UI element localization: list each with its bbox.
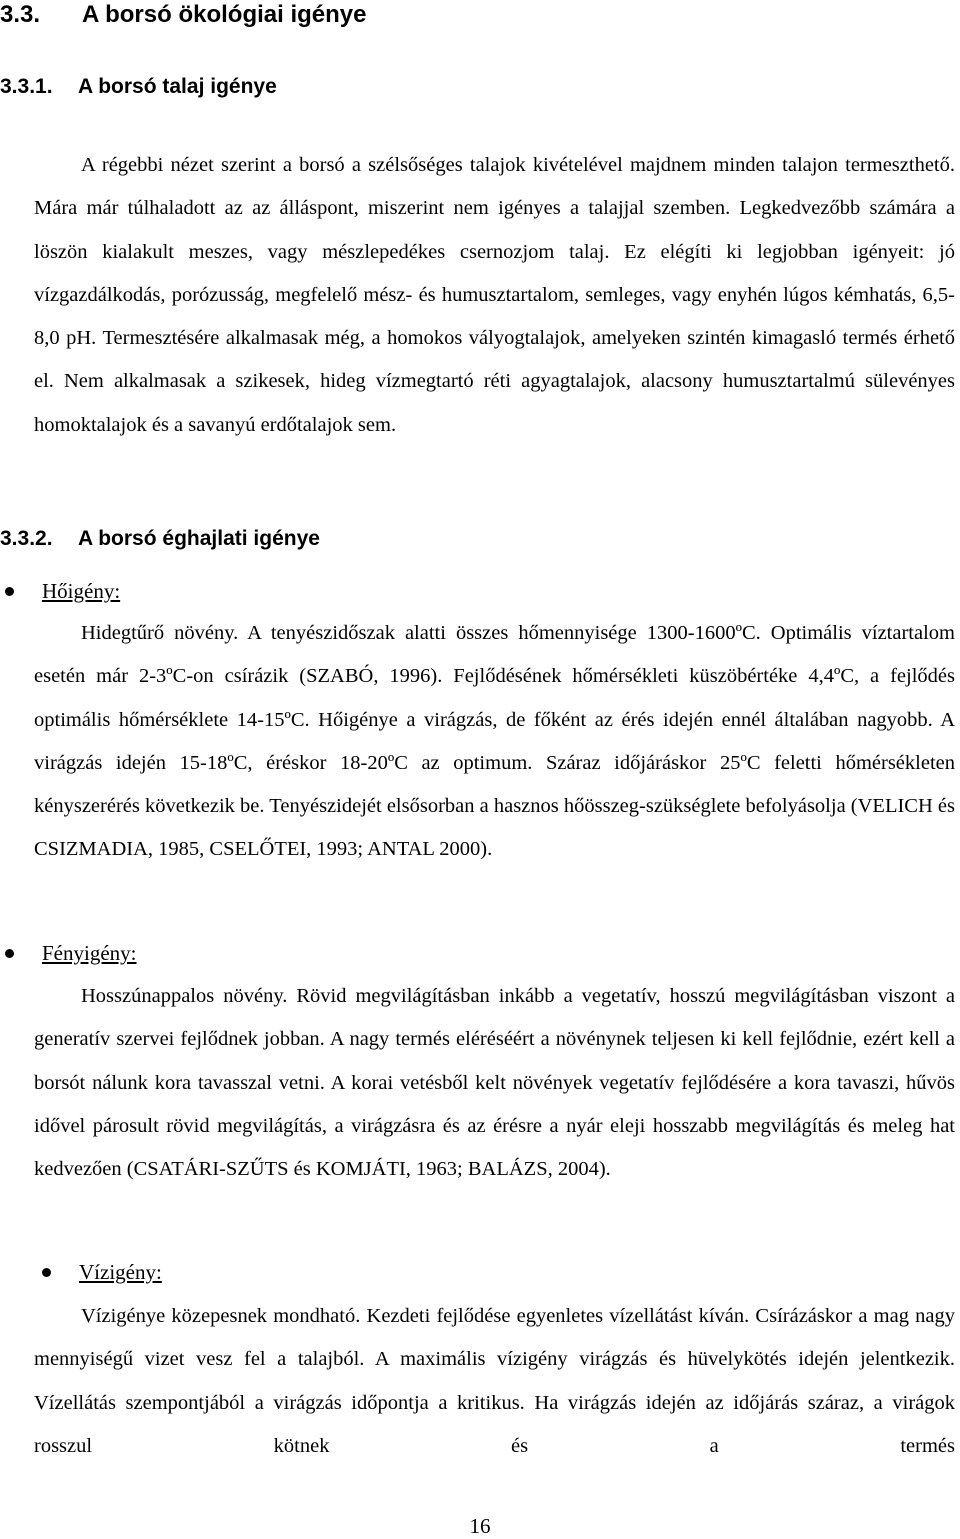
bullet-icon	[5, 949, 14, 958]
subsection-heading-soil	[0, 73, 277, 101]
subsection-heading-climate	[0, 525, 320, 553]
subsection-number: 3.3.1.	[0, 75, 53, 98]
page-number: 16	[469, 1514, 491, 1538]
bullet-label-water: Vízigény:	[79, 1260, 162, 1284]
soil-paragraph: A régebbi nézet szerint a borsó a szélsőséges talajok kivételével majdnem minden talajon termeszthető. Mára már túlhaladott az az álláspont, miszerint nem igényes a talajjal szemben. Legkedvezőbb számára a löszön kialakult meszes, vagy mészlepedékes csernozjom talaj. Ez elégíti ki legjobban igényeit: jó vízgazdálkodás, porózusság, megfelelő mész- és humusztartalom, semleges, vagy enyhén lúgos kémhatás, 6,5-8,0 pH. Termesztésére alkalmasak még, a homokos vályogtalajok, amelyeken szintén kimagasló termés érhető el. Nem alkalmasak a szikesek, hideg vízmegtartó réti agyagtalajok, alacsony humusztartalmú sülevényes homoktalajok és a savanyú erdőtalajok sem.	[34, 154, 955, 436]
bullet-label-heat: Hőigény:	[42, 579, 121, 603]
subsection-title: A borsó talaj igénye	[78, 75, 277, 98]
section-title: A borsó ökológiai igénye	[82, 1, 367, 28]
subsection-number: 3.3.2.	[0, 527, 53, 550]
water-paragraph: Vízigénye közepesnek mondható. Kezdeti fejlődése egyenletes vízellátást kíván. Csírázáskor a mag nagy mennyiségű vizet vesz fel a talajból. A maximális vízigény virágzás és hüvelykötés idején jelentkezik. Vízellátás szempontjából a virágzás időpontja a kritikus. Ha virágzás idején az időjárás száraz, a virágok rosszul kötnek és a termés	[34, 1305, 955, 1457]
heat-paragraph: Hidegtűrő növény. A tenyészidőszak alatti összes hőmennyisége 1300-1600ºC. Optimális víztartalom esetén már 2-3ºC-on csírázik (SZABÓ, 1996). Fejlődésének hőmérsékleti küszöbértéke 4,4ºC, a fejlődés optimális hőmérséklete 14-15ºC. Hőigénye a virágzás, de főként az érés idején ennél általában nagyobb. A virágzás idején 15-18ºC, éréskor 18-20ºC az optimum. Száraz időjáráskor 25ºC feletti hőmérsékleten kényszerérés következik be. Tenyészidejét elsősorban a hasznos hőösszeg-szükséglete befolyásolja (VELICH és CSIZMADIA, 1985, CSELŐTEI, 1993; ANTAL 2000).	[34, 622, 955, 861]
light-paragraph: Hosszúnappalos növény. Rövid megvilágításban inkább a vegetatív, hosszú megvilágításban viszont a generatív szervei fejlődnek jobban. A nagy termés eléréséért a növénynek teljesen ki kell fejlődnie, ezért kell a borsót nálunk kora tavasszal vetni. A korai vetésből kelt növények vegetatív fejlődésére a kora tavaszi, hűvös idővel párosult rövid megvilágítás, a virágzásra és az érésre a nyár eleji hosszabb megvilágítás és meleg hat kedvezően (CSATÁRI-SZŰTS és KOMJÁTI, 1963; BALÁZS, 2004).	[34, 985, 955, 1181]
subsection-title: A borsó éghajlati igénye	[78, 527, 320, 550]
bullet-icon	[42, 1268, 51, 1277]
section-heading	[0, 0, 366, 30]
bullet-label-light: Fényigény:	[42, 941, 137, 965]
bullet-icon	[5, 587, 14, 596]
section-number: 3.3.	[0, 1, 41, 28]
